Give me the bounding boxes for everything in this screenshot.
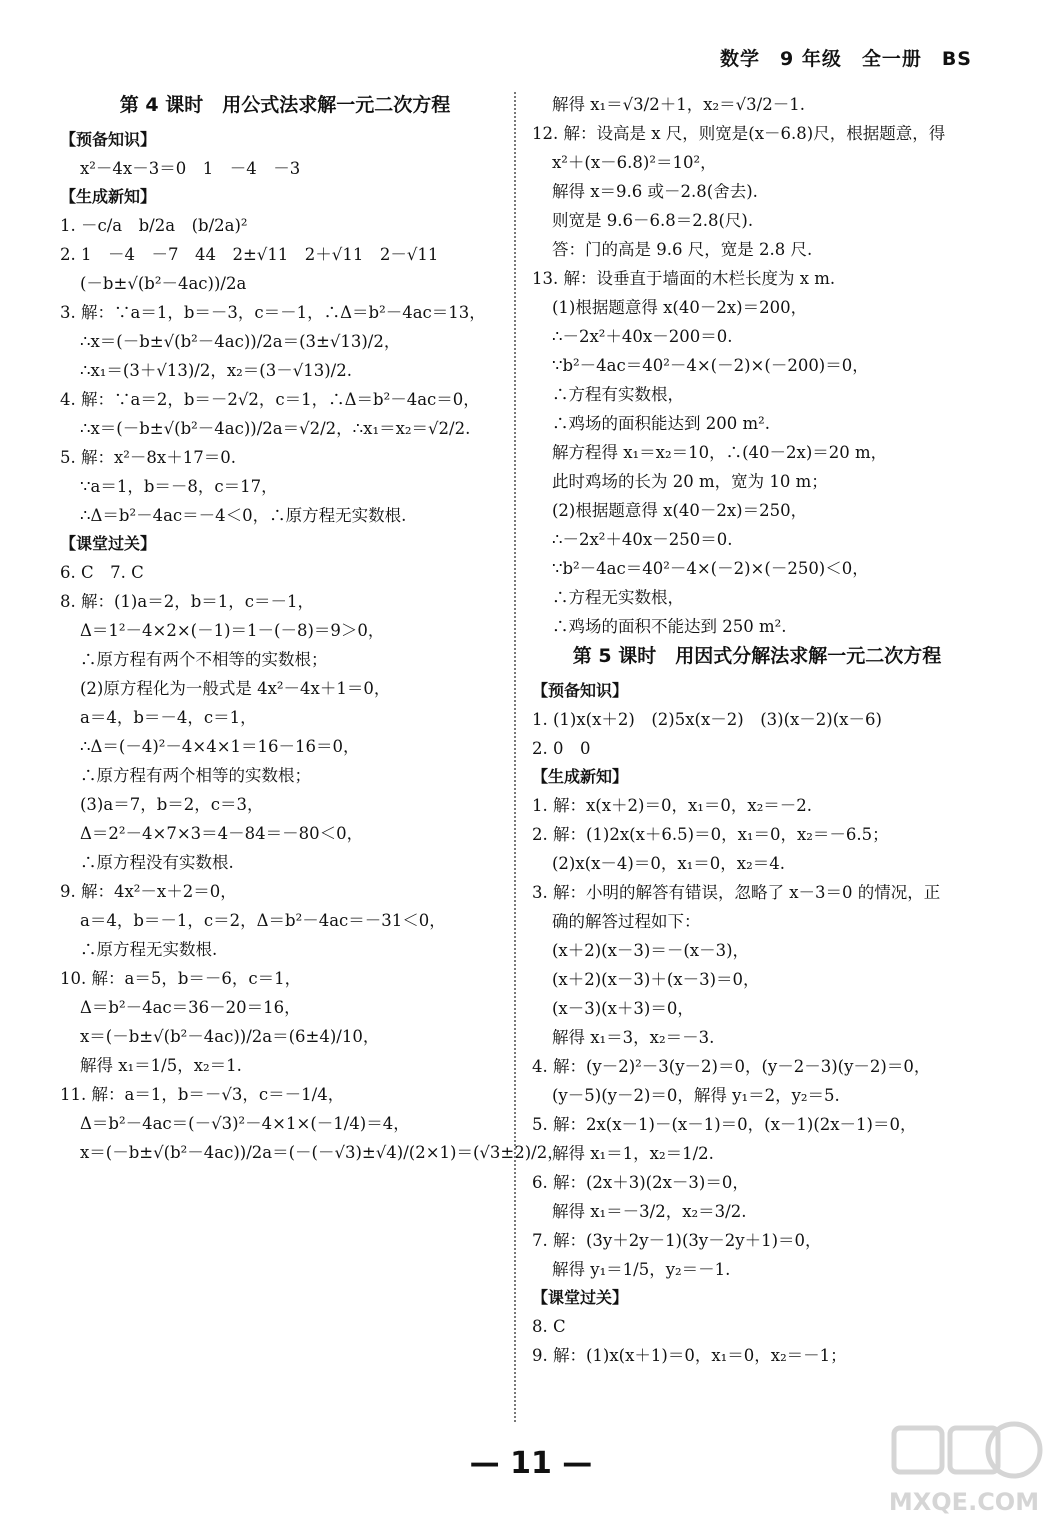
answer-line: 2. 解：(1)2x(x＋6.5)＝0，x₁＝0，x₂＝－6.5； [532, 825, 889, 844]
page-header: 数学 9 年级 全一册 BS [719, 48, 972, 70]
answer-line: ∴鸡场的面积能达到 200 m². [552, 414, 770, 433]
answer-line: (－b±√(b²－4ac))/2a [80, 274, 247, 293]
answer-line: 4. 解：(y－2)²－3(y－2)＝0，(y－2－3)(y－2)＝0， [532, 1057, 931, 1076]
answer-line: a＝4，b＝－1，c＝2，Δ＝b²－4ac＝－31＜0， [80, 911, 446, 930]
answer-line: 7. 解：(3y＋2y－1)(3y－2y＋1)＝0， [532, 1231, 822, 1250]
answer-line: 确的解答过程如下： [552, 912, 701, 931]
answer-line: 解得 x₁＝3，x₂＝－3. [552, 1028, 715, 1047]
section-heading: 【课堂过关】 [532, 1288, 629, 1307]
answer-line: x＝(－b±√(b²－4ac))/2a＝(6±4)/10， [80, 1027, 380, 1046]
answer-line: ∴方程有实数根， [552, 385, 684, 404]
answer-line: Δ＝2²－4×7×3＝4－84＝－80＜0， [80, 824, 364, 843]
answer-line: ∴x＝(－b±√(b²－4ac))/2a＝√2/2，∴x₁＝x₂＝√2/2. [80, 419, 471, 438]
section-heading: 【生成新知】 [60, 187, 157, 206]
answer-line: 2. 1 －4 －7 44 2±√11 2＋√11 2－√11 [60, 245, 439, 264]
section-heading: 【生成新知】 [532, 767, 629, 786]
answer-line: ∴－2x²＋40x－250＝0. [552, 530, 733, 549]
answer-line: 9. 解：4x²－x＋2＝0， [60, 882, 237, 901]
answer-line: 答：门的高是 9.6 尺，宽是 2.8 尺. [552, 240, 813, 259]
answer-line: (x＋2)(x－3)＋(x－3)＝0， [552, 970, 760, 989]
answer-line: 1. (1)x(x＋2) (2)5x(x－2) (3)(x－2)(x－6) [532, 710, 882, 729]
answer-line: ∵b²－4ac＝40²－4×(－2)×(－250)＜0， [552, 559, 869, 578]
answer-line: (x＋2)(x－3)＝－(x－3)， [552, 941, 750, 960]
answer-line: ∴鸡场的面积不能达到 250 m². [552, 617, 787, 636]
answer-line: 8. 解：(1)a＝2，b＝1，c＝－1， [60, 592, 314, 611]
answer-line: 解方程得 x₁＝x₂＝10，∴(40－2x)＝20 m， [552, 443, 888, 462]
answer-line: (2)x(x－4)＝0，x₁＝0，x₂＝4. [552, 854, 785, 873]
answer-line: Δ＝b²－4ac＝36－20＝16， [80, 998, 301, 1017]
answer-line: Δ＝b²－4ac＝(－√3)²－4×1×(－1/4)＝4， [80, 1114, 410, 1133]
section-heading: 【预备知识】 [532, 681, 629, 700]
answer-line: 此时鸡场的长为 20 m，宽为 10 m； [552, 472, 828, 491]
answer-line: ∴原方程无实数根. [80, 940, 218, 959]
answer-line: 2. 0 0 [532, 739, 591, 758]
answer-line: x＝(－b±√(b²－4ac))/2a＝(－(－√3)±√4)/(2×1)＝(√3±2)/2， [80, 1143, 564, 1162]
answer-line: ∴x₁＝(3＋√13)/2，x₂＝(3－√13)/2. [80, 361, 352, 380]
lesson-title: 第 4 课时 用公式法求解一元二次方程 [119, 94, 451, 116]
answer-line: 解得 y₁＝1/5，y₂＝－1. [552, 1260, 731, 1279]
answer-line: 11. 解：a＝1，b＝－√3，c＝－1/4， [60, 1085, 345, 1104]
answer-line: (1)根据题意得 x(40－2x)＝200， [552, 298, 808, 317]
answer-line: 8. C [532, 1317, 566, 1336]
answer-line: 则宽是 9.6－6.8＝2.8(尺). [552, 211, 754, 230]
watermark-text: MXQE.COM [888, 1488, 1040, 1516]
answer-line: 4. 解：∵a＝2，b＝－2√2，c＝1，∴Δ＝b²－4ac＝0， [60, 390, 480, 409]
section-heading: 【课堂过关】 [60, 534, 157, 553]
answer-line: 1. －c/a b/2a (b/2a)² [60, 216, 248, 235]
answer-line: Δ＝1²－4×2×(－1)＝1－(－8)＝9＞0， [80, 621, 385, 640]
answer-line: ∴方程无实数根， [552, 588, 684, 607]
answer-line: 解得 x₁＝1/5，x₂＝1. [80, 1056, 242, 1075]
answer-line: ∴－2x²＋40x－200＝0. [552, 327, 733, 346]
answer-line: ∵a＝1，b＝－8，c＝17， [80, 477, 278, 496]
answer-line: 3. 解：小明的解答有错误，忽略了 x－3＝0 的情况，正 [532, 883, 941, 902]
answer-line: 解得 x₁＝1，x₂＝1/2. [552, 1144, 714, 1163]
answer-line: 3. 解：∵a＝1，b＝－3，c＝－1，∴Δ＝b²－4ac＝13， [60, 303, 486, 322]
column-divider [514, 92, 516, 1422]
answer-line: 10. 解：a＝5，b＝－6，c＝1， [60, 969, 302, 988]
answer-line: 6. C 7. C [60, 563, 144, 582]
answer-line: 解得 x₁＝√3/2＋1，x₂＝√3/2－1. [552, 95, 805, 114]
answer-line: 13. 解：设垂直于墙面的木栏长度为 x m. [532, 269, 836, 288]
answer-line: 6. 解：(2x＋3)(2x－3)＝0， [532, 1173, 749, 1192]
lesson-title: 第 5 课时 用因式分解法求解一元二次方程 [572, 645, 942, 667]
watermark-logo [884, 1410, 1044, 1520]
answer-line: a＝4，b＝－4，c＝1， [80, 708, 257, 727]
answer-line: 9. 解：(1)x(x＋1)＝0，x₁＝0，x₂＝－1； [532, 1346, 847, 1365]
answer-line: x²－4x－3＝0 1 －4 －3 [80, 159, 301, 178]
answer-line: ∴Δ＝(－4)²－4×4×1＝16－16＝0， [80, 737, 360, 756]
answer-line: (y－5)(y－2)＝0，解得 y₁＝2，y₂＝5. [552, 1086, 840, 1105]
answer-line: 12. 解：设高是 x 尺，则宽是(x－6.8)尺，根据题意，得 [532, 124, 946, 143]
right-column [532, 90, 982, 1370]
answer-line: 5. 解：2x(x－1)－(x－1)＝0，(x－1)(2x－1)＝0， [532, 1115, 917, 1134]
answer-line: ∴原方程没有实数根. [80, 853, 234, 872]
section-heading: 【预备知识】 [60, 130, 157, 149]
answer-line: ∴x＝(－b±√(b²－4ac))/2a＝(3±√13)/2， [80, 332, 401, 351]
answer-line: (3)a＝7，b＝2，c＝3， [80, 795, 264, 814]
answer-line: ∵b²－4ac＝40²－4×(－2)×(－200)＝0， [552, 356, 869, 375]
answer-line: (2)根据题意得 x(40－2x)＝250， [552, 501, 808, 520]
answer-line: ∴原方程有两个不相等的实数根； [80, 650, 328, 669]
page-number: — 11 — [469, 1446, 593, 1481]
answer-line: 解得 x₁＝－3/2，x₂＝3/2. [552, 1202, 747, 1221]
answer-line: 解得 x＝9.6 或－2.8(舍去). [552, 182, 758, 201]
answer-line: x²＋(x－6.8)²＝10²， [552, 153, 717, 172]
answer-line: 1. 解：x(x＋2)＝0，x₁＝0，x₂＝－2. [532, 796, 813, 815]
answer-line: ∴原方程有两个相等的实数根； [80, 766, 311, 785]
answer-line: 5. 解：x²－8x＋17＝0. [60, 448, 236, 467]
answer-line: (2)原方程化为一般式是 4x²－4x＋1＝0， [80, 679, 391, 698]
answer-line: ∴Δ＝b²－4ac＝－4＜0，∴原方程无实数根. [80, 506, 407, 525]
answer-line: (x－3)(x＋3)＝0， [552, 999, 694, 1018]
